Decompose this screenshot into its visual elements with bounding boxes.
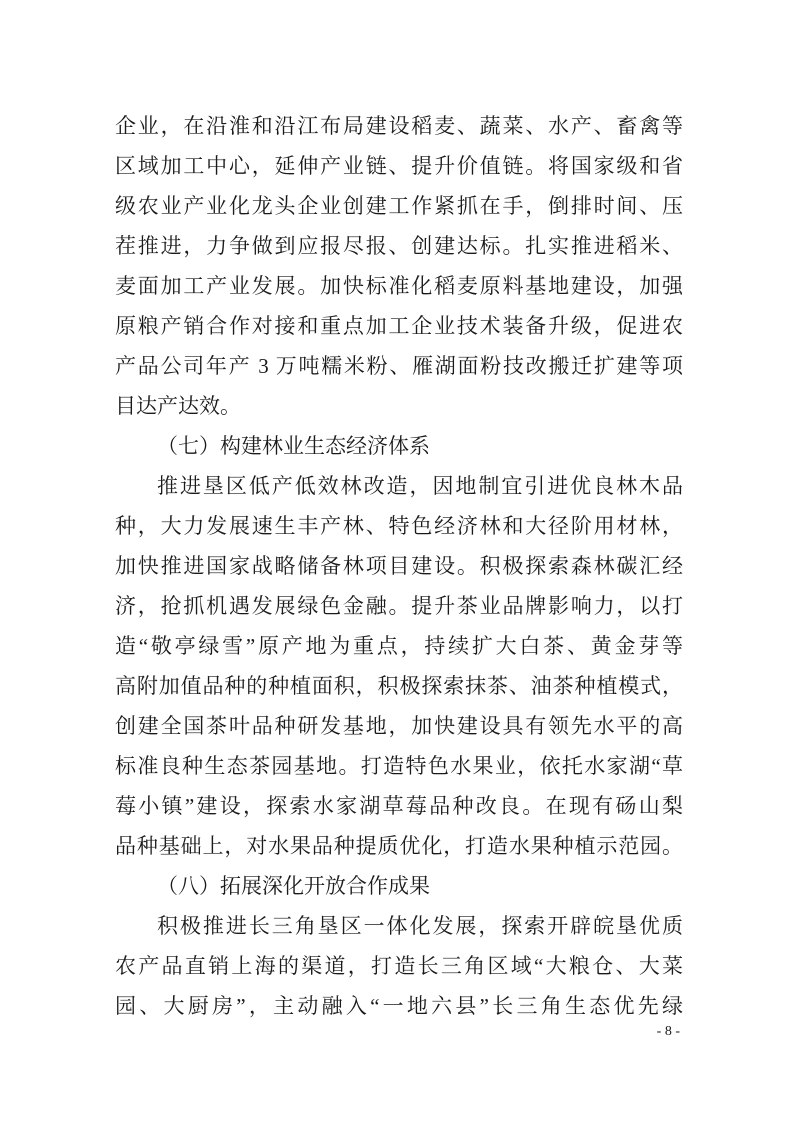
section-heading-8: （八）拓展深化开放合作成果 (157, 874, 430, 898)
text-line: 麦面加工产业发展。加快标准化稻麦原料基地建设，加强 (115, 274, 683, 298)
text-line: 推进垦区低产低效林改造，因地制宜引进优良林木品 (157, 474, 683, 498)
text-line: 加快推进国家战略储备林项目建设。积极探索森林碳汇经 (115, 554, 683, 578)
text-line: 创建全国茶叶品种研发基地，加快建设具有领先水平的高 (115, 714, 683, 738)
text-line: 产品公司年产 3 万吨糯米粉、雁湖面粉技改搬迁扩建等项 (115, 354, 683, 378)
text-line: 级农业产业化龙头企业创建工作紧抓在手，倒排时间、压 (115, 194, 683, 218)
text-line: 品种基础上，对水果品种提质优化，打造水果种植示范园。 (115, 834, 683, 858)
text-line: 种，大力发展速生丰产林、特色经济林和大径阶用材林， (115, 514, 683, 538)
text-body (115, 106, 683, 1026)
text-line: 农产品直销上海的渠道，打造长三角区域“大粮仓、大菜 (115, 954, 683, 978)
text-line: 区域加工中心，延伸产业链、提升价值链。将国家级和省 (115, 154, 683, 178)
text-line: 茬推进，力争做到应报尽报、创建达标。扎实推进稻米、 (115, 234, 683, 258)
section-heading-7: （七）构建林业生态经济体系 (157, 434, 430, 458)
text-line: 标准良种生态茶园基地。打造特色水果业，依托水家湖“草 (115, 754, 683, 778)
text-line: 济，抢抓机遇发展绿色金融。提升茶业品牌影响力，以打 (115, 594, 683, 618)
text-line: 原粮产销合作对接和重点加工企业技术装备升级，促进农 (115, 314, 683, 338)
text-line: 莓小镇”建设，探索水家湖草莓品种改良。在现有砀山梨 (115, 794, 683, 818)
text-line: 目达产达效。 (115, 394, 241, 418)
page-number: - 8 - (656, 1024, 680, 1039)
text-line: 园、大厨房”，主动融入“一地六县”长三角生态优先绿 (115, 994, 683, 1018)
text-line: 企业，在沿淮和沿江布局建设稻麦、蔬菜、水产、畜禽等 (115, 114, 683, 138)
text-line: 造“敬亭绿雪”原产地为重点，持续扩大白茶、黄金芽等 (115, 634, 683, 658)
text-line: 积极推进长三角垦区一体化发展，探索开辟皖垦优质 (157, 914, 683, 938)
text-line: 高附加值品种的种植面积，积极探索抹茶、油茶种植模式， (115, 674, 683, 698)
